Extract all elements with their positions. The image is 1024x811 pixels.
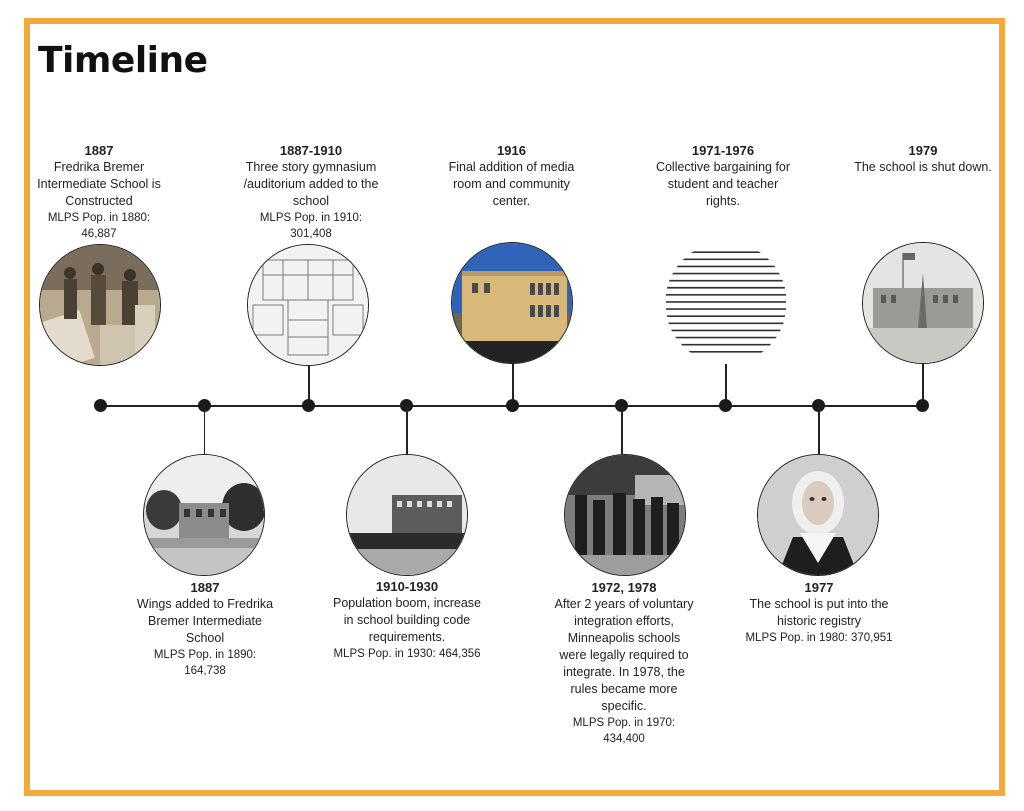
connector-line xyxy=(406,406,408,454)
event-description: Population boom, increase in school building code requirements. xyxy=(332,596,481,644)
event-1887-wings xyxy=(136,579,274,679)
event-description: Collective bargaining for student and teacher rights. xyxy=(655,160,791,208)
event-year: 1977 xyxy=(804,580,834,595)
timeline-dot xyxy=(302,399,315,412)
school-wings-photo xyxy=(143,454,265,576)
event-description: Final addition of media room and community center. xyxy=(448,160,575,208)
event-year: 1887 xyxy=(190,580,220,595)
connector-line xyxy=(512,362,514,400)
connector-line xyxy=(922,364,924,400)
event-population: MLPS Pop. in 1880: 46,887 xyxy=(47,212,151,240)
connector-line xyxy=(204,406,206,454)
event-year: 1910-1930 xyxy=(375,579,439,594)
event-1977 xyxy=(744,579,894,646)
event-1979 xyxy=(852,142,994,176)
connector-line xyxy=(725,364,727,400)
connector-line xyxy=(818,406,820,454)
event-year: 1887-1910 xyxy=(279,143,343,158)
event-population: MLPS Pop. in 1890: 164,738 xyxy=(153,649,257,677)
event-year: 1887 xyxy=(84,143,114,158)
event-1887-1910 xyxy=(242,142,380,242)
event-population: MLPS Pop. in 1980: 370,951 xyxy=(745,632,893,644)
event-description: After 2 years of voluntary integration efforts, Minneapolis schools were legally required to integrate. In 1978, the rules became more specific. xyxy=(554,597,694,713)
crowd-at-school-photo xyxy=(346,454,468,576)
event-year: 1972, 1978 xyxy=(591,580,657,595)
event-year: 1979 xyxy=(908,143,938,158)
event-population: MLPS Pop. in 1930: 464,356 xyxy=(333,648,481,660)
event-1916 xyxy=(440,142,583,210)
event-population: MLPS Pop. in 1910: 301,408 xyxy=(259,212,363,240)
portrait-drawing xyxy=(757,454,879,576)
event-description: The school is put into the historic registry xyxy=(749,597,889,628)
floor-plan-drawing xyxy=(247,244,369,366)
event-1910-1930 xyxy=(328,578,486,662)
event-1971-1976 xyxy=(652,142,794,210)
event-1887-construction xyxy=(30,142,168,242)
students-walking-photo xyxy=(564,454,686,576)
event-1972-1978 xyxy=(554,579,694,747)
workers-photo xyxy=(39,244,161,366)
timeline-dot xyxy=(719,399,732,412)
event-description: The school is shut down. xyxy=(854,160,992,174)
school-building-color-photo xyxy=(451,242,573,364)
event-year: 1916 xyxy=(497,143,526,158)
page-title: Timeline xyxy=(38,40,208,81)
connector-line xyxy=(621,406,623,454)
school-with-flag-photo xyxy=(862,242,984,364)
event-description: Wings added to Fredrika Bremer Intermediate School xyxy=(136,597,274,645)
event-description: Three story gymnasium /auditorium added to the school xyxy=(243,160,379,208)
timeline-dot xyxy=(94,399,107,412)
timeline-dot xyxy=(916,399,929,412)
document-text-clipping xyxy=(665,242,787,364)
event-population: MLPS Pop. in 1970: 434,400 xyxy=(572,717,676,745)
event-year: 1971-1976 xyxy=(691,143,755,158)
timeline-dot xyxy=(506,399,519,412)
event-description: Fredrika Bremer Intermediate School is Constructed xyxy=(37,160,161,208)
